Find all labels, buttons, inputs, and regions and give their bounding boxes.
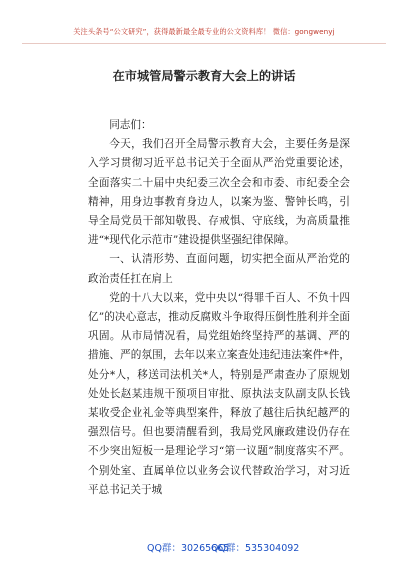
document-title: 在市城管局警示教育大会上的讲话 xyxy=(112,69,296,83)
salutation: 同志们： xyxy=(109,119,152,131)
contact-footer xyxy=(0,540,408,554)
qq-group-right: QQ群：535304092 xyxy=(211,543,300,554)
paragraph-situation: 党的十八大以来，党中央以“得罪千百人、不负十四亿”的决心意志，推动反腐败斗争取得压倒性胜利并全面巩固。从市局情况看，局党组始终坚持严的基调、严的措施、严的氛围，去年以来立案查处违纪违法案件*件，处分*人，移送司法机关*人，特别是严肃查办了原规划处处长赵某违规干预项目审批、原执法支队副支队长钱某收受企业礼金等典型案件，释放了越往后执纪越严的强烈信号。但也要清醒看到，我局党风廉政建设仍存在不少突出短板一是理论学习“第一议题”制度落实不严。个别处室、直属单位以业务会议代替政治学习，对习近平总书记关于城 xyxy=(88,291,350,496)
section-heading-1: 一、认清形势、直面问题，切实把全面从严治党的政治责任扛在肩上 xyxy=(88,253,350,285)
paragraph-intro: 今天，我们召开全局警示教育大会，主要任务是深入学习贯彻习近平总书记关于全面从严治党重要论述，全面落实二十届中央纪委三次全会和市委、市纪委全会精神，用身边事教育身边人，以案为鉴、警钟长鸣，引导全局党员干部知敬畏、存戒惧、守底线，为高质量推进“*现代化示范市”建设提供坚强纪律保障。 xyxy=(88,138,350,247)
promo-header-text: 关注头条号“公文研究”，获得最新最全最专业的公文资料库！ 微信：gongwenyj xyxy=(73,27,335,36)
header-divider xyxy=(22,43,386,44)
document-body xyxy=(88,116,350,500)
promo-header xyxy=(0,0,408,46)
qq-group-left: QQ群：30265665 xyxy=(147,543,230,554)
